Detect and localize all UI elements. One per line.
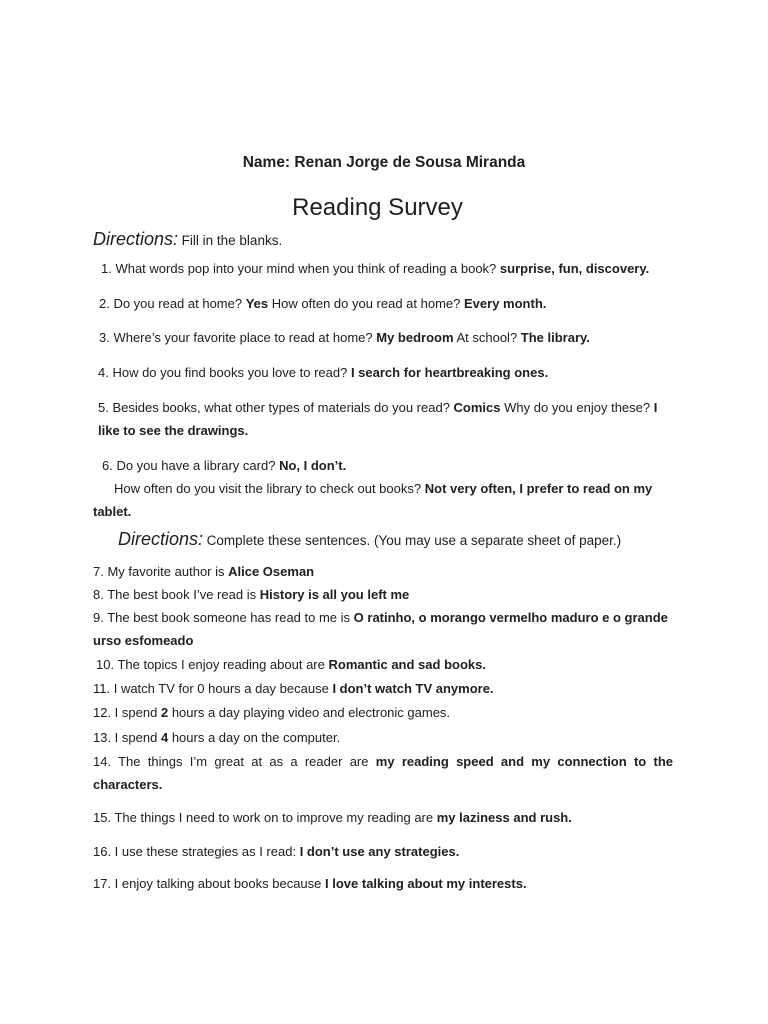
- sentence-7-answer: Alice Oseman: [228, 564, 315, 579]
- sentence-7: [93, 564, 314, 579]
- sentence-10: [96, 657, 486, 672]
- sentence-12-prompt-b: hours a day playing video and electronic games.: [171, 705, 451, 720]
- sentence-15-answer: my laziness and rush.: [436, 810, 572, 825]
- sentence-9: [93, 606, 673, 652]
- question-2: [99, 296, 546, 311]
- directions-1: [93, 229, 282, 250]
- sentence-16-answer: I don’t use any strategies.: [299, 844, 460, 859]
- question-3-answer-a: My bedroom: [376, 330, 454, 345]
- question-2-prompt-a: 2. Do you read at home?: [99, 296, 243, 311]
- question-6: [102, 458, 346, 473]
- sentence-13-prompt-b: hours a day on the computer.: [171, 730, 341, 745]
- sentence-17: [93, 876, 527, 891]
- sentence-7-prompt: 7. My favorite author is: [93, 564, 225, 579]
- question-2-answer-b: Every month.: [464, 296, 547, 311]
- sentence-13-prompt-a: 13. I spend: [93, 730, 158, 745]
- question-4-prompt: 4. How do you find books you love to read?: [98, 365, 348, 380]
- sentence-17-answer: I love talking about my interests.: [325, 876, 527, 891]
- directions-2: [118, 529, 621, 550]
- sentence-15: [93, 810, 572, 825]
- name-label: Name:: [242, 154, 291, 171]
- sentence-12: [93, 705, 450, 720]
- sentence-15-prompt: 15. The things I need to work on to improve my reading are: [93, 810, 434, 825]
- question-6-followup: [93, 477, 671, 523]
- sentence-16-prompt: 16. I use these strategies as I read:: [93, 844, 297, 859]
- directions-1-label: Directions:: [93, 229, 179, 249]
- sentence-16: [93, 844, 459, 859]
- question-4: [98, 365, 548, 380]
- question-2-prompt-b: How often do you read at home?: [271, 296, 461, 311]
- question-5: [98, 396, 666, 442]
- question-6-answer-a: No, I don’t.: [279, 458, 347, 473]
- directions-2-label: Directions:: [118, 529, 204, 549]
- sentence-8: [93, 587, 409, 602]
- question-3-prompt-b: At school?: [456, 330, 518, 345]
- sentence-14: [93, 750, 673, 796]
- question-1: [101, 261, 649, 276]
- sentence-11-answer: I don’t watch TV anymore.: [332, 681, 494, 696]
- name-value: Renan Jorge de Sousa Miranda: [294, 154, 526, 171]
- sentence-10-answer: Romantic and sad books.: [328, 657, 486, 672]
- sentence-12-prompt-a: 12. I spend: [93, 705, 158, 720]
- sentence-11: [93, 681, 494, 696]
- sentence-13: [93, 730, 340, 745]
- sentence-9-prompt: 9. The best book someone has read to me is: [93, 610, 351, 625]
- question-6-prompt-b: How often do you visit the library to check out books?: [114, 481, 422, 496]
- question-6-answer-b: Not very often, I prefer to read on my tablet.: [93, 481, 653, 519]
- question-5-prompt-a: 5. Besides books, what other types of materials do you read?: [98, 400, 450, 415]
- question-5-answer-b: I like to see the drawings.: [98, 400, 658, 438]
- sentence-17-prompt: 17. I enjoy talking about books because: [93, 876, 322, 891]
- student-name: [0, 154, 768, 172]
- question-3: [99, 330, 590, 345]
- sentence-12-answer: 2: [160, 705, 169, 720]
- question-4-answer: I search for heartbreaking ones.: [350, 365, 549, 380]
- directions-2-text: Complete these sentences. (You may use a separate sheet of paper.): [206, 533, 622, 548]
- sentence-14-answer: my reading speed and my connection to the characters.: [93, 754, 673, 792]
- question-5-answer-a: Comics: [453, 400, 501, 415]
- sentence-11-prompt: 11. I watch TV for 0 hours a day because: [93, 681, 329, 696]
- sentence-14-prompt: 14. The things I’m great at as a reader are: [93, 754, 369, 769]
- question-2-answer-a: Yes: [245, 296, 269, 311]
- question-3-prompt-a: 3. Where’s your favorite place to read at home?: [99, 330, 373, 345]
- sentence-8-prompt: 8. The best book I’ve read is: [93, 587, 257, 602]
- sentence-9-answer: O ratinho, o morango vermelho maduro e o grande urso esfomeado: [93, 610, 668, 648]
- question-6-prompt-a: 6. Do you have a library card?: [102, 458, 276, 473]
- question-3-answer-b: The library.: [520, 330, 590, 345]
- sentence-13-answer: 4: [160, 730, 169, 745]
- directions-1-text: Fill in the blanks.: [181, 233, 283, 248]
- page-title: Reading Survey: [292, 194, 463, 221]
- sentence-8-answer: History is all you left me: [259, 587, 410, 602]
- sentence-10-prompt: 10. The topics I enjoy reading about are: [96, 657, 325, 672]
- question-5-prompt-b: Why do you enjoy these?: [504, 400, 651, 415]
- question-1-prompt: 1. What words pop into your mind when you think of reading a book?: [101, 261, 497, 276]
- question-1-answer: surprise, fun, discovery.: [499, 261, 650, 276]
